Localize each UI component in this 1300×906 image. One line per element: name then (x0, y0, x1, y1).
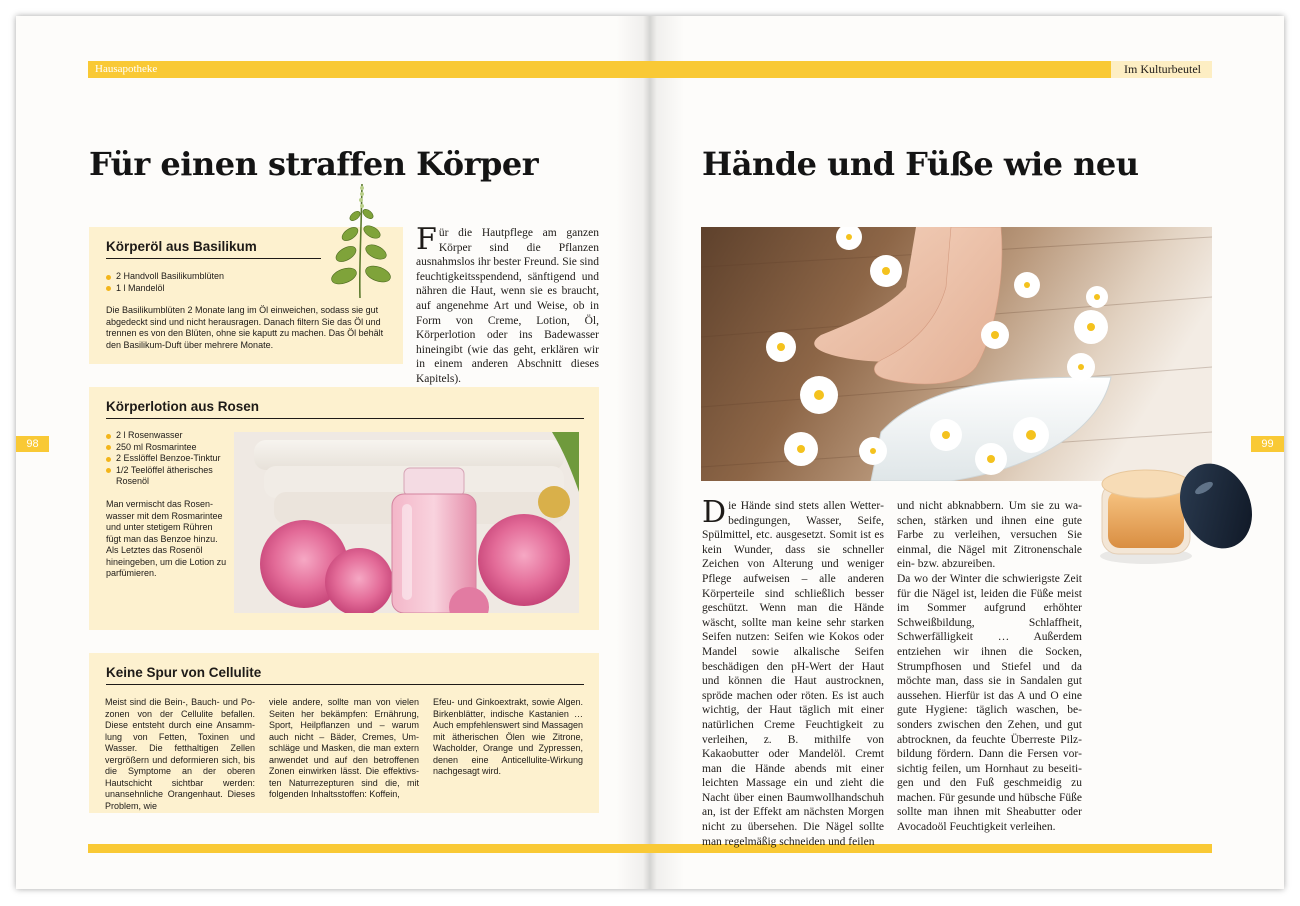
heading-rule (106, 418, 584, 419)
left-page-title: Für einen straffen Körper (89, 145, 539, 183)
text-column: Efeu- und Ginkoextrakt, sowie Algen. Birkenblätter, indische Kastanien … Auch empfehlenswert sind Massagen mit ätherischen Ölen wie Zitrone, Wacholder, Orange und Zypressen, denen eine Anticellulite-Wirkung nachgesagt wird. (433, 697, 583, 776)
feet-with-daisies-photo (701, 227, 1212, 481)
page-number-left: 98 (16, 436, 49, 452)
heading-rule (106, 684, 584, 685)
rose-oil-bottle-photo (234, 432, 579, 613)
intro-paragraph (416, 222, 599, 387)
ingredient-list (106, 271, 306, 294)
right-page-title: Hände und Füße wie neu (702, 145, 1139, 183)
column-text: ie Hände sind stets allen Wetterbedingungen, Wasser, Seife, Spülmittel, etc. ausgesetzt. Somit ist es kein Wunder, dass sie schneller Zeichen von Alterung und weniger Pflege aufweisen – alle anderen Körperteile sind schließlich besser geschützt. Wenn man die Hände wäscht, sollte man keine sehr starken Seifen nutzen: Seifen wie Kokos oder Mandel sowie alkalische Seifen beschädigen den pH-Wert der Haut und können die Haut austrocknen, spröde machen oder röten. Es ist auch wichtig, der Haut täglich mit einer natürlichen Creme Feuchtigkeit zu verleihen, z. B. mithilfe von Kakaobutter oder Mandelöl. Cremt man die Hände abends mit einer leichten Massage ein und zieht die Nacht über einen Baumwollhandschuh an, ist der Effekt am nächsten Morgen nicht zu übersehen. Die Nägel sollte man regelmäßig schneiden und feilen (702, 500, 884, 848)
footer-bar (88, 844, 1212, 853)
recipe-instructions: Man vermischt das Rosenwasser mit dem Rosmarintee und unter stetigem Rühren fügt man das Benzoe hinzu. Als Letztes das Rosenöl hineingeben, um die Lotion zu parfümieren. (106, 499, 227, 578)
ingredient-item: 2 l Rosenwasser (106, 430, 234, 442)
three-column-text (105, 697, 583, 812)
text-column: viele andere, sollte man von vielen Seiten her bekämpfen: Ernährung, Sport, Heilpflanzen und – warum auch nicht – Bäder, Cremes, Umschläge und Masken, die man extern anwendet und auf den betroffenen Zonen einwirken lässt. Die effektivsten Naturrezepturen sind die, mit folgenden Inhaltsstoffen: Koffein, (269, 697, 419, 799)
recipe-instructions: Die Basilikumblüten 2 Monate lang im Öl einweichen, sodass sie gut abgedeckt sind und nicht herausragen. Danach filtern Sie das Öl und trennen es von den Blüten, ohne sie kaputt zu machen. Das Öl behält den Basilikum-Duft über mehrere Monate. (106, 305, 384, 350)
ingredient-item: 2 Esslöffel Benzoe-Tinktur (106, 453, 234, 465)
ingredient-item: 1 l Mandelöl (106, 283, 306, 295)
dropcap: F (416, 222, 437, 257)
info-box-cellulite (89, 653, 599, 813)
ingredient-item: 1/2 Teelöffel ätherisches Rosenöl (106, 465, 234, 488)
recipe-heading: Körperlotion aus Rosen (106, 399, 260, 414)
right-column-1 (702, 495, 884, 849)
header-bar (88, 61, 1212, 78)
cream-jar-photo (1096, 456, 1256, 566)
recipe-heading: Körperöl aus Basilikum (106, 239, 257, 254)
right-column-2 (897, 499, 1082, 835)
heading-rule (106, 258, 321, 259)
section-label-left: Hausapotheke (95, 63, 158, 75)
ingredient-item: 250 ml Rosmarintee (106, 442, 234, 454)
text-column: Meist sind die Bein-, Bauch- und Pozonen von der Cellulite befallen. Diese entsteht durch eine Ansammlung von Fetten, Toxinen und Wasser. Die fetthaltigen Zellen vergrößern und deformieren sich, bis die Symptome an der oberen Hautschicht sichtbar werden: unansehnliche Orangenhaut. Dieses Problem, wie (105, 697, 255, 811)
intro-text: ür die Hautpflege am ganzen Körper sind die Pflanzen ausnahmslos ihr bester Freund. Sie sind feuchtigkeitsspendend, sänftigend und nähren die Haut, wenn sie es braucht, auf angenehme Art und Weise, ob in Form von Creme, Lotion, Öl, Körperlotion oder ins Badewasser hineingibt (wie das geht, erklären wir in einem anderen Abschnitt dieses Kapitels). (416, 227, 599, 385)
column-text: und nicht abknabbern. Um sie zu waschen, stärken und ihnen eine gute Farbe zu verleihen, versuchen Sie einmal, die Nägel mit Zitronenschale ein- bzw. abzureiben. (897, 500, 1082, 571)
page-number-right: 99 (1251, 436, 1284, 452)
ingredient-list (106, 430, 234, 488)
page-gutter (616, 16, 684, 889)
dropcap: D (702, 495, 727, 530)
section-label-right: Im Kulturbeutel (1124, 62, 1201, 76)
basil-plant-illustration (322, 180, 394, 298)
ingredient-item: 2 Handvoll Basilikumblüten (106, 271, 306, 283)
column-text: Da wo der Winter die schwierigste Zeit für die Nägel ist, leiden die Füße meist im Sommer aufgrund erhöhter Schweißbildung, Schlaffheit, Schwerfälligkeit … Außerdem entziehen wir ihnen die Socken, Strumpfhosen und Stiefel und da möchte man, dass sie in Sandalen gut aussehen. Hierfür ist das A und O eine gute Hygiene: täglich waschen, besonders zwischen den Zehen, und gut abtrocknen, da feuchte Überreste Pilzbildung fördern. Dann die Fersen vorsichtig feilen, um Hornhaut zu beseitigen und den Fuß geschmeidig zu machen. Für gesunde und hübsche Füße sollte man ihnen mit Sheabutter oder Avocadoöl Feuchtigkeit verleihen. (897, 572, 1082, 834)
box-heading: Keine Spur von Cellulite (106, 665, 262, 680)
